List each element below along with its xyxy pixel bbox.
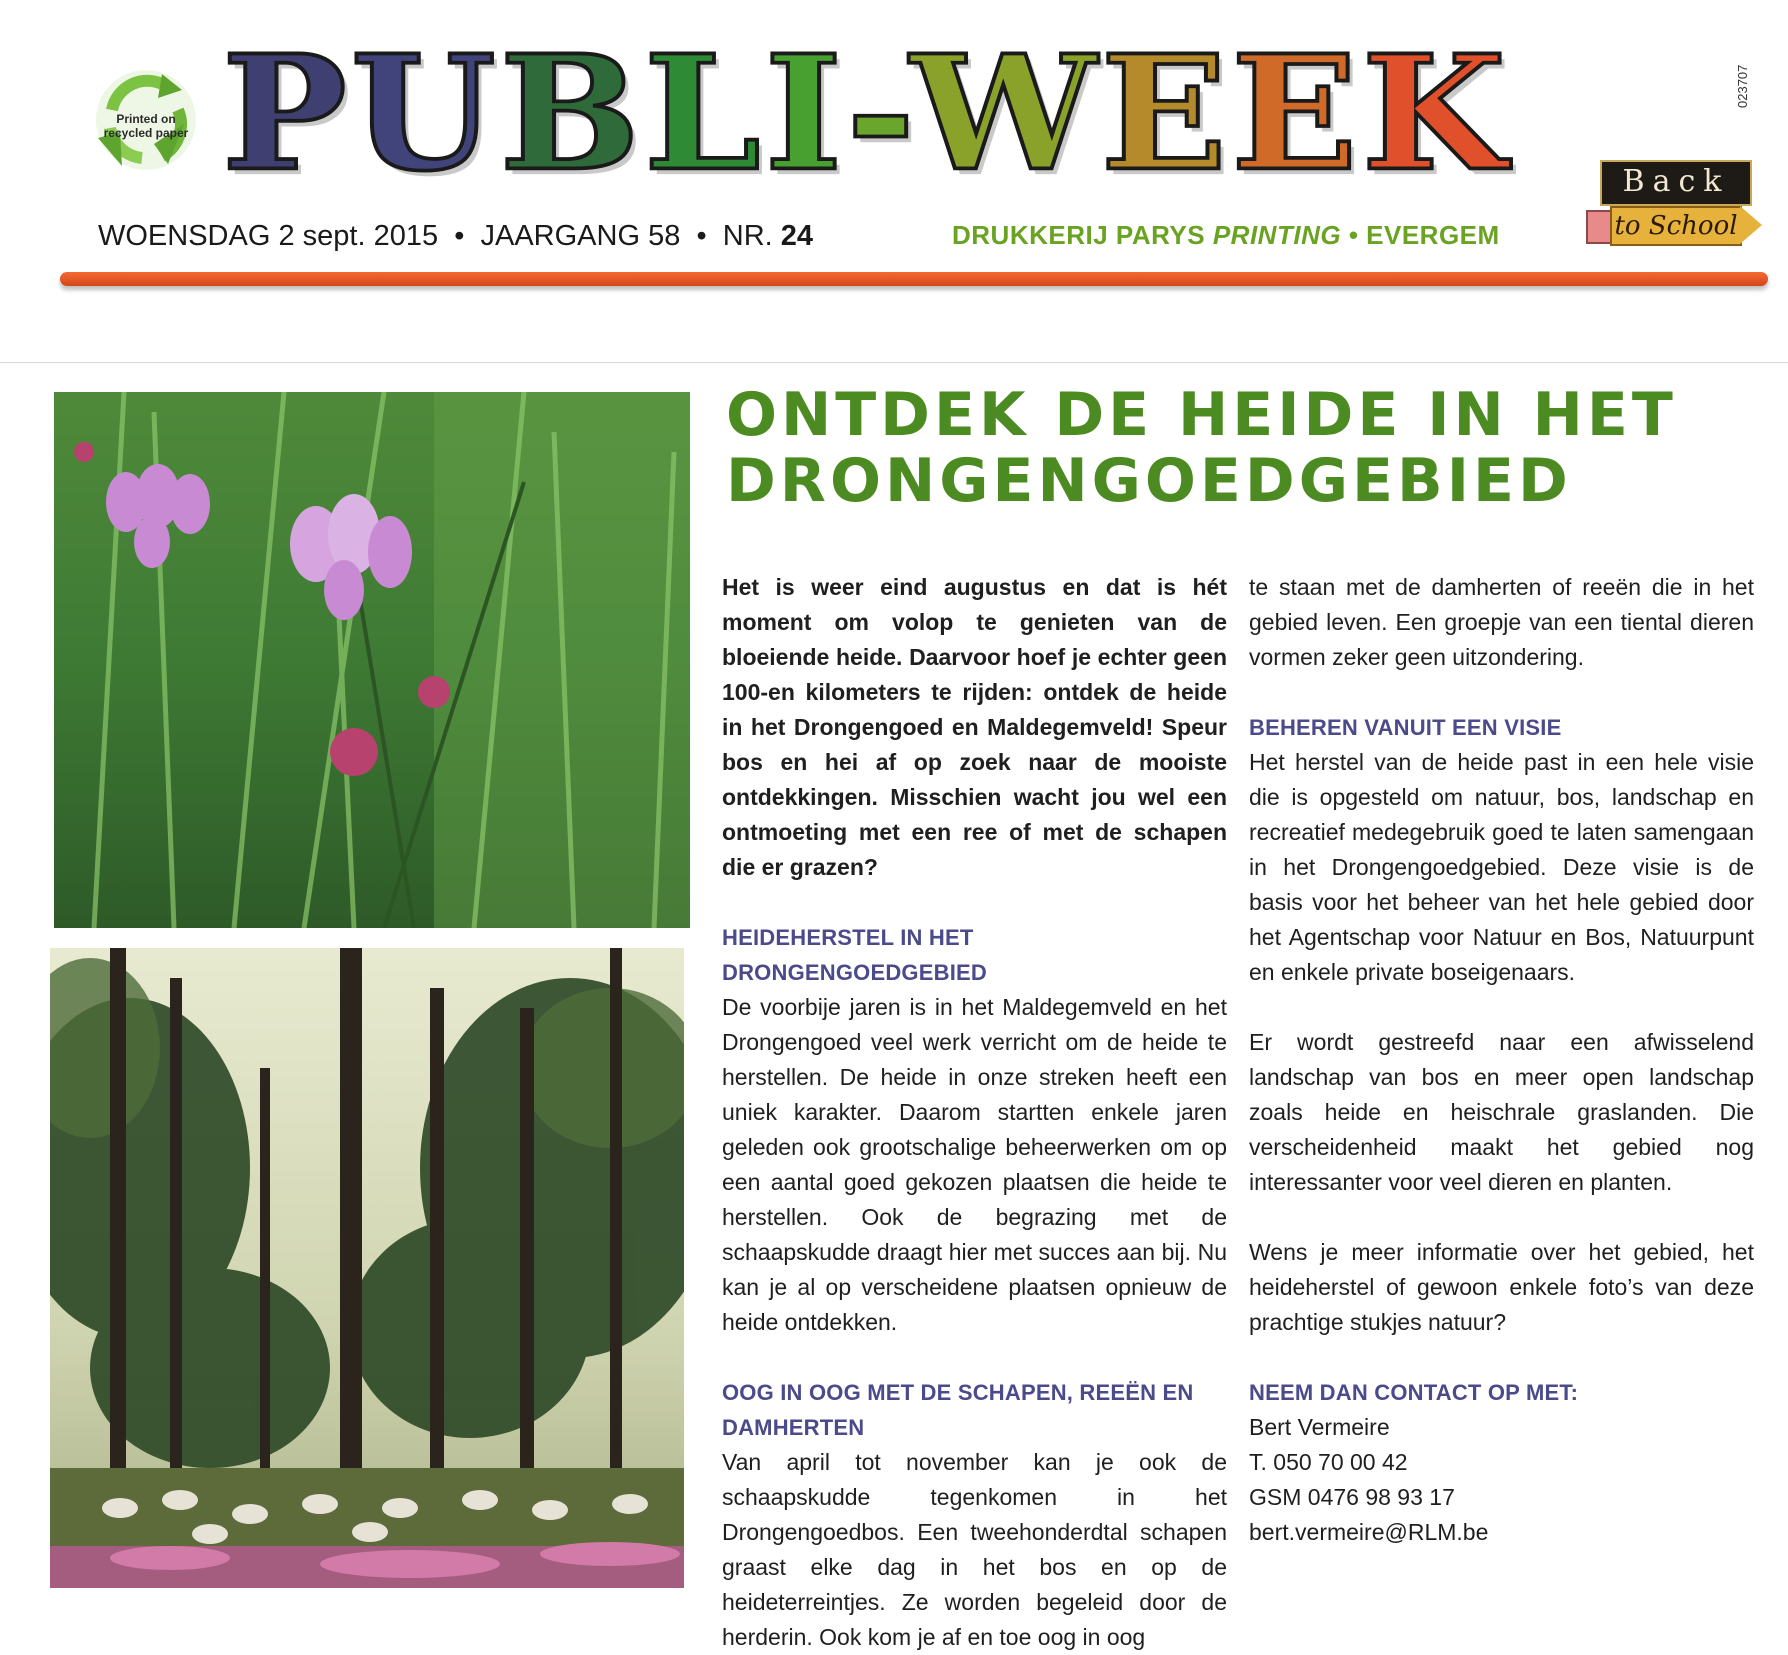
forest-sheep-photo (50, 948, 684, 1588)
contact-phone: T. 050 70 00 42 (1249, 1449, 1408, 1475)
title-letter-e2: E (1231, 21, 1362, 207)
bullet: • (1348, 220, 1359, 250)
title-letter-p: P (222, 21, 351, 207)
article-lede: Het is weer eind augustus en dat is hét moment om volop te genieten van de bloeiende heide. Daarvoor hoef je echter geen 100-en kilometers te rijden: ontdek de heide in het Drongengoed en Maldegemveld! Speur bos en hei af op zoek naar de mooiste ontdekkingen. Misschien wacht jou wel een ontmoeting met een ree of met de schapen die er grazen? (722, 574, 1227, 880)
section-text-schapen: Van april tot november kan je ook de schaapskudde tegenkomen in het Drongengoedbos. Een tweehonderdtal schapen graast elke dag in het bos en op de heideterreintjes. Ze worden begeleid door de herderin. Ook kom je af en toe oog in oog (722, 1449, 1227, 1650)
title-letter-i: I (764, 21, 847, 207)
page-fold (0, 362, 1788, 363)
title-letter-e1: E (1100, 21, 1232, 207)
printer-city: EVERGEM (1366, 220, 1500, 250)
contact-heading: NEEM DAN CONTACT OP MET: (1249, 1380, 1579, 1405)
article-headline (726, 382, 1726, 514)
jaargang: JAARGANG 58 (480, 220, 681, 252)
recycled-paper-label: Printed on recycled paper (103, 112, 189, 140)
printer-prefix: DRUKKERIJ (952, 220, 1109, 250)
contact-name: Bert Vermeire (1249, 1414, 1390, 1440)
bullet: • (688, 220, 715, 252)
contact-gsm: GSM 0476 98 93 17 (1249, 1484, 1455, 1510)
issue-nr: 24 (780, 220, 814, 252)
info-text: Wens je meer informatie over het gebied, het heideherstel of gewoon enkele foto’s van deze prachtige stukjes natuur? (1249, 1239, 1754, 1335)
back-label: Back (1600, 160, 1752, 206)
pencil-tip-icon (1740, 206, 1762, 244)
school-label: to School (1610, 206, 1742, 246)
issue-date: WOENSDAG 2 sept. 2015 (98, 220, 439, 252)
printer-line (952, 220, 1500, 251)
title-letter-w: W (910, 21, 1101, 207)
article-column-1 (722, 570, 1227, 1655)
headline-line-2: DRONGENGOEDGEBIED (726, 446, 1572, 516)
title-letter-b: B (499, 21, 644, 207)
masthead-rule (60, 272, 1768, 286)
title-letter-u: U (350, 21, 500, 207)
printer-printing: PRINTING (1212, 220, 1342, 250)
title-letter-dash: - (846, 21, 911, 207)
section-text-landschap: Er wordt gestreefd naar een afwisselend landschap van bos en meer open landschap zoals heide en heischrale graslanden. Die verscheidenheid maakt het gebied nog interessanter voor veel dieren en planten. (1249, 1029, 1754, 1195)
section-heading-heideherstel: HEIDEHERSTEL IN HET DRONGENGOEDGEBIED (722, 925, 987, 985)
section-heading-visie: BEHEREN VANUIT EEN VISIE (1249, 715, 1562, 740)
issue-nr-label: NR. (722, 220, 773, 252)
issue-code: 023707 (1735, 64, 1750, 108)
section-text-schapen-continued: te staan met de damherten of reeën die in het gebied leven. Een groepje van een tiental dieren vormen zeker geen uitzondering. (1249, 574, 1754, 670)
contact-email: bert.vermeire@RLM.be (1249, 1519, 1489, 1545)
heather-flower-photo (54, 392, 690, 928)
section-heading-schapen: OOG IN OOG MET DE SCHAPEN, REEËN EN DAMHERTEN (722, 1380, 1194, 1440)
headline-line-1: ONTDEK DE HEIDE IN HET (726, 380, 1677, 450)
title-letter-k: K (1361, 21, 1510, 207)
bullet: • (446, 220, 473, 252)
section-text-visie: Het herstel van de heide past in een hele visie die is opgesteld om natuur, bos, landschap en recreatief medegebruik goed te laten samengaan in het Drongengoedgebied. Deze visie is de basis voor het beheer van het hele gebied door het Agentschap voor Natuur en Bos, Natuurpunt en enkele private boseigenaars. (1249, 749, 1754, 985)
section-text-heideherstel: De voorbije jaren is in het Maldegemveld en het Drongengoed veel werk verricht om de heide te herstellen. De heide in onze streken heeft een uniek karakter. Daarom startten enkele jaren geleden ook grootschalige beheerwerken om op een aantal goed gekozen plaatsen die heide te herstellen. Ook de begrazing met de schaapskudde draagt hier met succes aan bij. Nu kan je al op verscheidene plaatsen opnieuw de heide ontdekken. (722, 994, 1227, 1335)
printer-name: PARYS (1115, 220, 1206, 250)
article-column-2 (1249, 570, 1754, 1550)
masthead-title (222, 21, 1510, 207)
title-letter-l: L (643, 21, 765, 207)
dateline (98, 220, 813, 253)
